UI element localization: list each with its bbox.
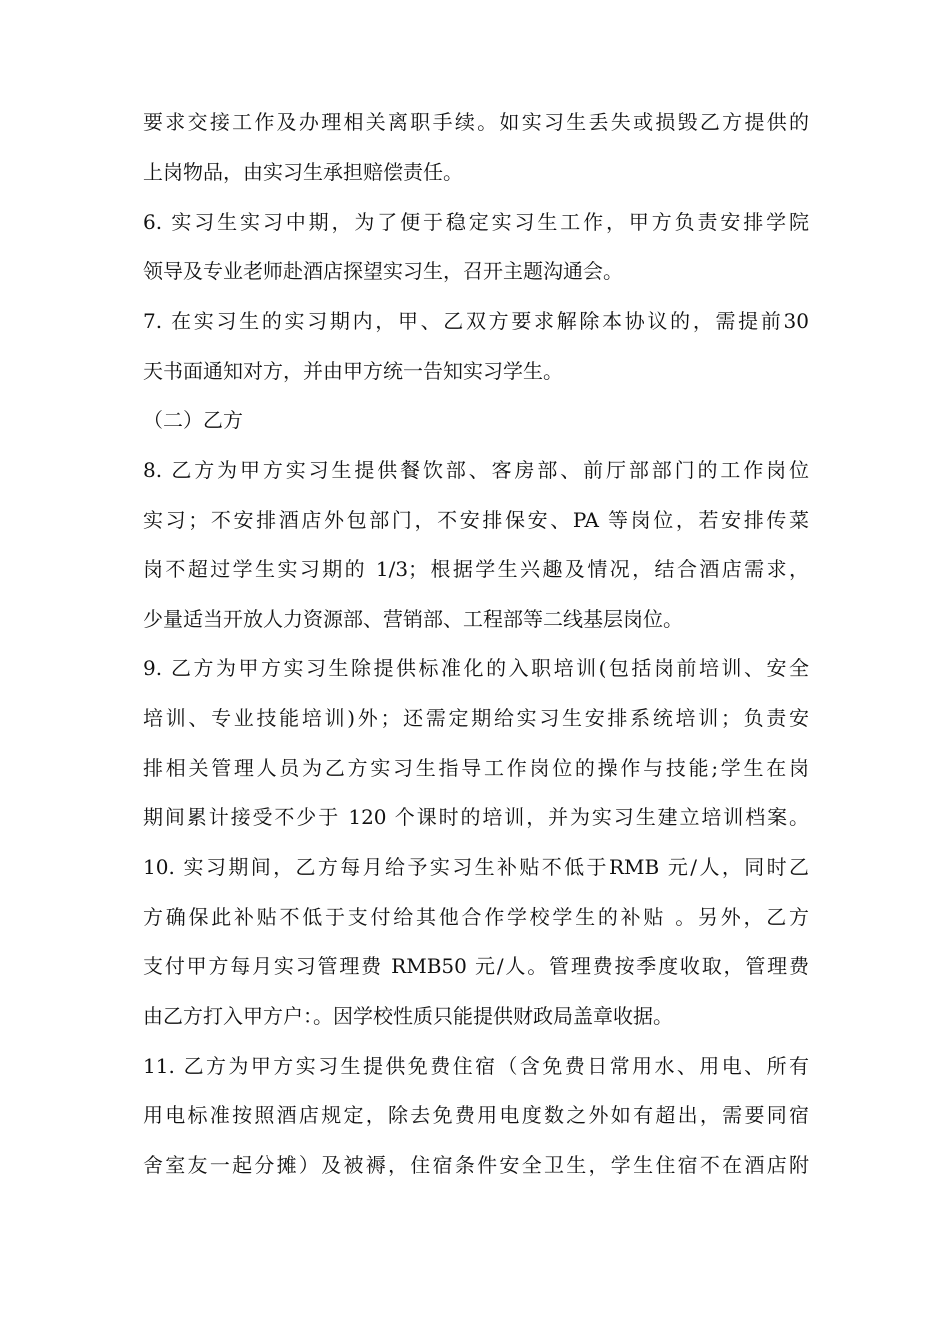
text-line: 岗不超过学生实习期的 1/3；根据学生兴趣及情况，结合酒店需求，	[143, 557, 809, 581]
text-line: 由乙方打入甲方户：。因学校性质只能提供财政局盖章收据。	[143, 1004, 673, 1028]
text-line: 少量适当开放人力资源部、营销部、工程部等二线基层岗位。	[143, 607, 683, 631]
text-line: 上岗物品，由实习生承担赔偿责任。	[143, 160, 463, 184]
text-line: 9. 乙方为甲方实习生除提供标准化的入职培训(包括岗前培训、安全	[143, 656, 809, 680]
text-line: 6. 实习生实习中期，为了便于稳定实习生工作，甲方负责安排学院	[143, 210, 809, 234]
text-line: 7. 在实习生的实习期内，甲、乙双方要求解除本协议的，需提前30	[143, 309, 809, 333]
text-line: 舍室友一起分摊）及被褥，住宿条件安全卫生，学生住宿不在酒店附	[143, 1153, 809, 1177]
text-line: 10. 实习期间，乙方每月给予实习生补贴不低于RMB 元/人，同时乙	[143, 855, 809, 879]
text-line: 领导及专业老师赴酒店探望实习生，召开主题沟通会。	[143, 259, 623, 283]
text-line: 排相关管理人员为乙方实习生指导工作岗位的操作与技能;学生在岗	[143, 756, 809, 780]
text-line: 天书面通知对方，并由甲方统一告知实习学生。	[143, 359, 563, 383]
text-line: 方确保此补贴不低于支付给其他合作学校学生的补贴 。另外，乙方	[143, 905, 809, 929]
text-line: 培训、专业技能培训)外；还需定期给实习生安排系统培训；负责安	[143, 706, 809, 730]
text-line: 用电标准按照酒店规定，除去免费用电度数之外如有超出，需要同宿	[143, 1103, 809, 1127]
text-line: 期间累计接受不少于 120 个课时的培训，并为实习生建立培训档案。	[143, 805, 809, 829]
section-heading: （二）乙方	[143, 408, 243, 432]
text-line: 8. 乙方为甲方实习生提供餐饮部、客房部、前厅部部门的工作岗位	[143, 458, 809, 482]
text-line: 实习；不安排酒店外包部门，不安排保安、PA 等岗位，若安排传菜	[143, 508, 809, 532]
text-line: 支付甲方每月实习管理费 RMB50 元/人。管理费按季度收取，管理费	[143, 954, 809, 978]
text-line: 11. 乙方为甲方实习生提供免费住宿（含免费日常用水、用电、所有	[143, 1054, 809, 1078]
text-line: 要求交接工作及办理相关离职手续。如实习生丢失或损毁乙方提供的	[143, 110, 809, 134]
